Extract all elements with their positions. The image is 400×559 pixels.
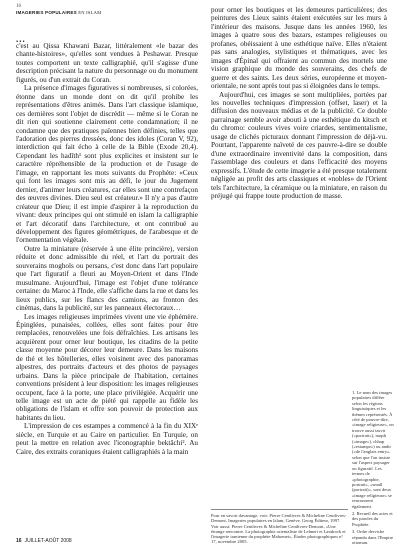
caption-rule (211, 509, 348, 510)
side-note-2: 2. Recueil des actes et des paroles du Prophète. (352, 510, 393, 527)
page-mark: 16 (16, 4, 21, 9)
left-paragraph-5: L'impression de ces estampes a commencé à la fin du XIXᵉ siècle, en Turquie et au Caire en particulier. En Turquie, on peut la mettre en relation avec l'iconographie bektâchi². Au Caire, des extraits coraniques étaient calligraphiés à la main (16, 422, 198, 456)
left-paragraph-1: c'est au Qissa Khawani Bazar, littéralement «le bazar des chante-histoires», qu'elles sont vendues à Peshawar. Presque toutes comportent un texte calligraphié, qu'il s'agisse d'une description précisant la nature du personnage ou du monument figurés, ou d'un extrait du Coran. (16, 42, 198, 84)
running-header-rest: EN ISLAM (76, 10, 102, 15)
folio (16, 538, 72, 544)
ellipsis-mark: ... (16, 34, 26, 44)
side-note-3: 3. Ordre derviche répandu dans l'Empire ottoman. (352, 529, 394, 545)
left-paragraph-2: La présence d'images figuratives si nombreuses, si colorées, étonne dans un monde dont on dit qu'il prohibe les représentations d'êtres animés. Dans l'art classique islamique, ces dernières sont l'objet de discrédit — même si le Coran ne dit rien qui soutienne clairement cette condamnation; il ne condamne que des pratiques païennes bien définies, telles que l'adoration des pierres dressées, donc des idoles (Coran V, 92), interdiction qui fait écho à celle de la Bible (Exode 20,4). Cependant les hadîth¹ sont plus explicites et insistent sur le caractère répréhensible de la production et de l'usage de l'image, en rapportant les mots suivants du Prophète: «Ceux qui font les images sont mis au défi, le jour du Jugement dernier, d'animer leurs créatures, car elles sont une contrefaçon des œuvres divines. Dieu seul est créateur.» Il n'y a pas d'autre créateur que Dieu; il est impie d'aspirer à la reproduction du vivant: deux principes qui ont stimulé en islam la calligraphie et l'art décoratif dans l'architecture, et ont contribué au développement des figures géométriques, de l'arabesque et de l'ornementation végétale. (16, 84, 198, 245)
folio-issue: JUILLET-AOÛT 2008 (24, 538, 72, 544)
right-column (211, 6, 387, 200)
running-header (16, 10, 101, 15)
folio-number: 16 (16, 538, 22, 544)
left-column (16, 42, 198, 456)
side-notes (352, 390, 394, 547)
left-paragraph-4: Les images religieuses imprimées vivent une vie éphémère. Épinglées, punaisées, collées, elles sont faites pour être remplacées, renouvelées une fois défraîchies. Les artisans les acquièrent pour orner leur boutique, les citadins de la petite classe moyenne pour décorer leur demeure. Dans les maisons de thé et les hôtelleries, elles voisinent avec des panoramas alpestres, des portraits d'acteurs et des photos de paysages urbains. Dans la pièce principale de l'habitation, certaines conventions président à leur disposition: les images religieuses occupent, face à la porte, une place privilégiée. Acquérir une telle image est un acte de piété qui rappelle au fidèle les obligations de l'islam et offre son pouvoir de protection aux habitants du lieu. (16, 312, 198, 422)
right-paragraph-2: Aujourd'hui, ces images se sont multipliées, portées par les nouvelles techniques d'impression (offset, laser) et la diffusion des nouveaux médias et de la publicité. Ce double parrainage semble avoir abouti à une esthétique du kitsch et du chromo: couleurs vives voire criardes, sentimentalisme, usage de clichés picturaux donnant l'impression de déjà-vu. Pourtant, l'apparente naïveté de ces pauvre-à-dire se double d'une extraordinaire inventivité dans la composition, dans l'assemblage des couleurs et dans l'efficacité des moyens expressifs. L'étude de cette imagerie a été presque totalement négligée au profit des arts classiques et «nobles» de l'Orient tels l'architecture, la céramique ou la miniature, en raison du préjugé qui frappe toute production de masse. (211, 90, 387, 200)
side-note-1: 1. Le nom des images populaires diffère selon les régions linguistiques et les thèmes représentés. À côté de pouvre-dire, «image religieuse», on trouve aussi tasvir («portrait»), naqsh («image»), chhap («estampe») ou andir («de l'anglais entry», selon que l'on insiste sur l'aspect paysager ou figuratif. Les termes de «photographie, portrait», «small (portrait)», sont deux «image religieuse» se rencontrent également. (352, 390, 394, 509)
running-header-bold: IMAGERIES POPULAIRES (16, 10, 77, 15)
left-paragraph-3: Outre la miniature (réservée à une élite princière), version réduite et donc admissible du réel, et l'art du portrait des souverains moghols ou persans, c'est donc dans l'art populaire que l'art figuratif a fleuri au Moyen-Orient et dans l'Inde musulmane. Aujourd'hui, l'image est l'objet d'une tolérance certaine: du Maroc à l'Inde, elle s'affiche dans la rue et dans les lieux publics, sur les flancs des camions, au fronton des cinémas, dans la publicité, sur les panneaux électoraux… (16, 244, 198, 313)
reference-caption: Pour en savoir davantage, voir: Pierre Centlivres & Micheline Centlivres-Demont, Imageries populaires en Islam, Genève, Georg Éditeur, 1997. Voir aussi: Pierre Centlivres & Micheline Centlivres-Demont, «Une étrange rencontre. La photographie orientaliste de Lehnert et Landrock et l'imagerie iranienne du prophète Mahomet», Études photographiques n° 17, novembre 2005. (211, 513, 347, 545)
right-paragraph-1: pour orner les boutiques et les demeures particulières; des peintures des Lieux saints étaient exécutées sur les murs à l'intérieur des maisons. Jusque dans les années 1960, les images à quatre sous des bazars, estampes religieuses ou profanes, obéissaient à une esthétique naïve. Elles n'étaient pas sans analogies, stylistiques et thématiques, avec les images d'Épinal qui offraient au commun des mortels une vision graphique du monde des souverains, des chefs de guerre et des saints. Les deux séries, européenne et moyen-orientale, ne sont après tout pas si éloignées dans le temps. (211, 6, 387, 91)
